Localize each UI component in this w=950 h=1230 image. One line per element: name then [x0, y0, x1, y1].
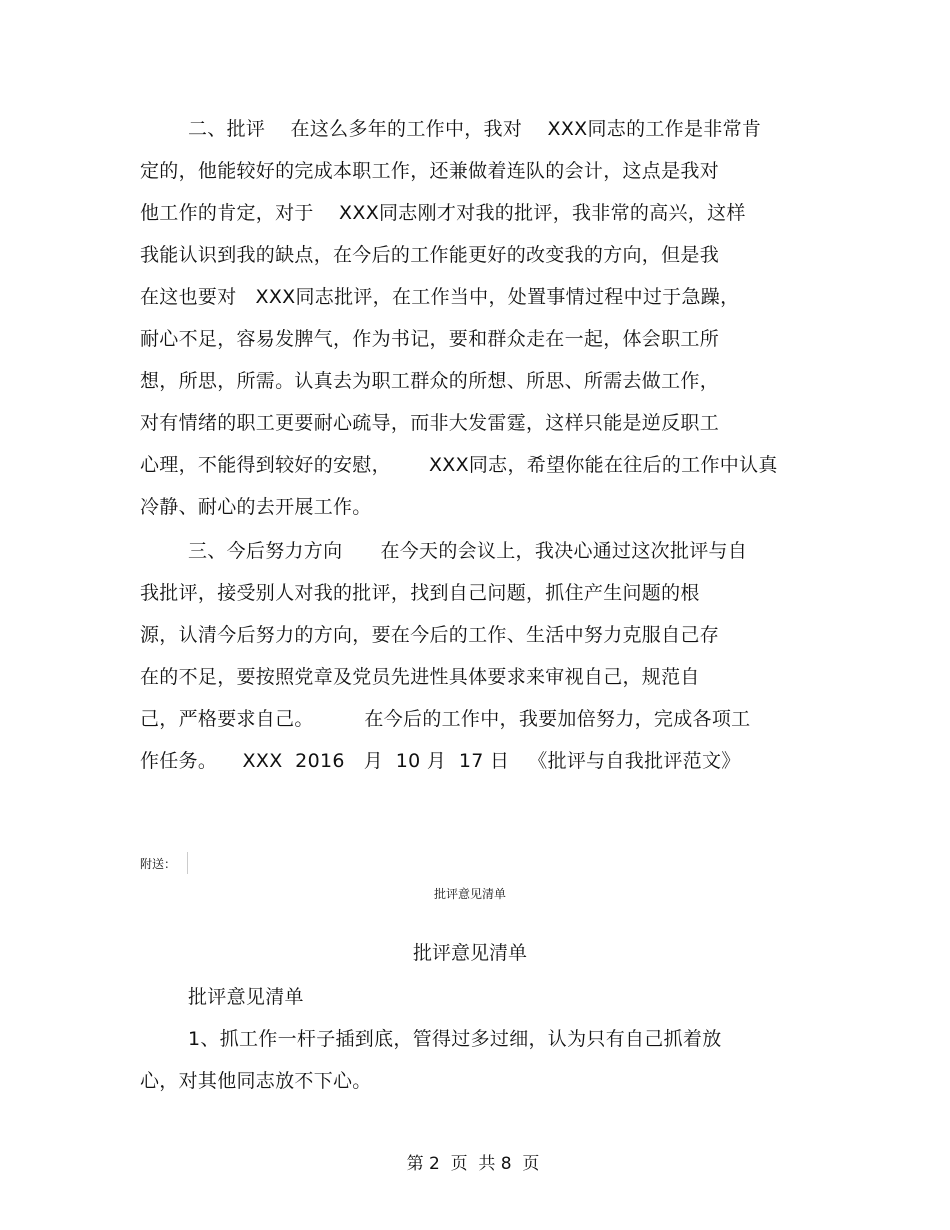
divider: [187, 852, 188, 874]
paragraph-line: 我批评，接受别人对我的批评，找到自己问题，抓住产生问题的根: [140, 582, 700, 604]
paragraph-line: 我能认识到我的缺点，在今后的工作能更好的改变我的方向，但是我: [140, 244, 720, 266]
paragraph-line: 己，严格要求自己。 在今后的工作中，我要加倍努力，完成各项工: [140, 708, 751, 730]
list-item-line: 心，对其他同志放不下心。: [140, 1070, 372, 1092]
paragraph-line: 二、批评 在这么多年的工作中，我对 XXX同志的工作是非常肯: [188, 118, 762, 140]
paragraph-line: 对有情绪的职工更要耐心疏导，而非大发雷霆，这样只能是逆反职工: [140, 412, 720, 434]
attachment-subtitle: 批评意见清单: [188, 986, 304, 1008]
paragraph-line: 心理，不能得到较好的安慰， XXX同志，希望你能在往后的工作中认真: [140, 454, 778, 476]
attachment-label: 附送：: [140, 857, 177, 871]
attachment-small-title: 批评意见清单: [433, 887, 506, 901]
paragraph-line: 作任务。 XXX 2016 月 10 月 17 日 《批评与自我批评范文》: [140, 750, 741, 772]
paragraph-line: 耐心不足，容易发脾气，作为书记，要和群众走在一起，体会职工所: [140, 328, 720, 350]
paragraph-line: 冷静、耐心的去开展工作。: [140, 496, 372, 518]
page-number: 第 2 页 共 8 页: [406, 1154, 540, 1174]
paragraph-line: 在这也要对 XXX同志批评，在工作当中，处置事情过程中过于急躁，: [140, 286, 740, 308]
paragraph-line: 他工作的肯定，对于 XXX同志刚才对我的批评，我非常的高兴，这样: [140, 202, 746, 224]
paragraph-line: 三、今后努力方向 在今天的会议上，我决心通过这次批评与自: [188, 540, 748, 562]
paragraph-line: 想，所思，所需。认真去为职工群众的所想、所思、所需去做工作，: [140, 370, 720, 392]
attachment-title: 批评意见清单: [412, 942, 527, 964]
paragraph-line: 源，认清今后努力的方向，要在今后的工作、生活中努力克服自己存: [140, 624, 720, 646]
paragraph-line: 定的，他能较好的完成本职工作，还兼做着连队的会计，这点是我对: [140, 160, 720, 182]
list-item-line: 1、抓工作一杆子插到底，管得过多过细，认为只有自己抓着放: [188, 1028, 722, 1050]
paragraph-line: 在的不足，要按照党章及党员先进性具体要求来审视自己，规范自: [140, 666, 700, 688]
